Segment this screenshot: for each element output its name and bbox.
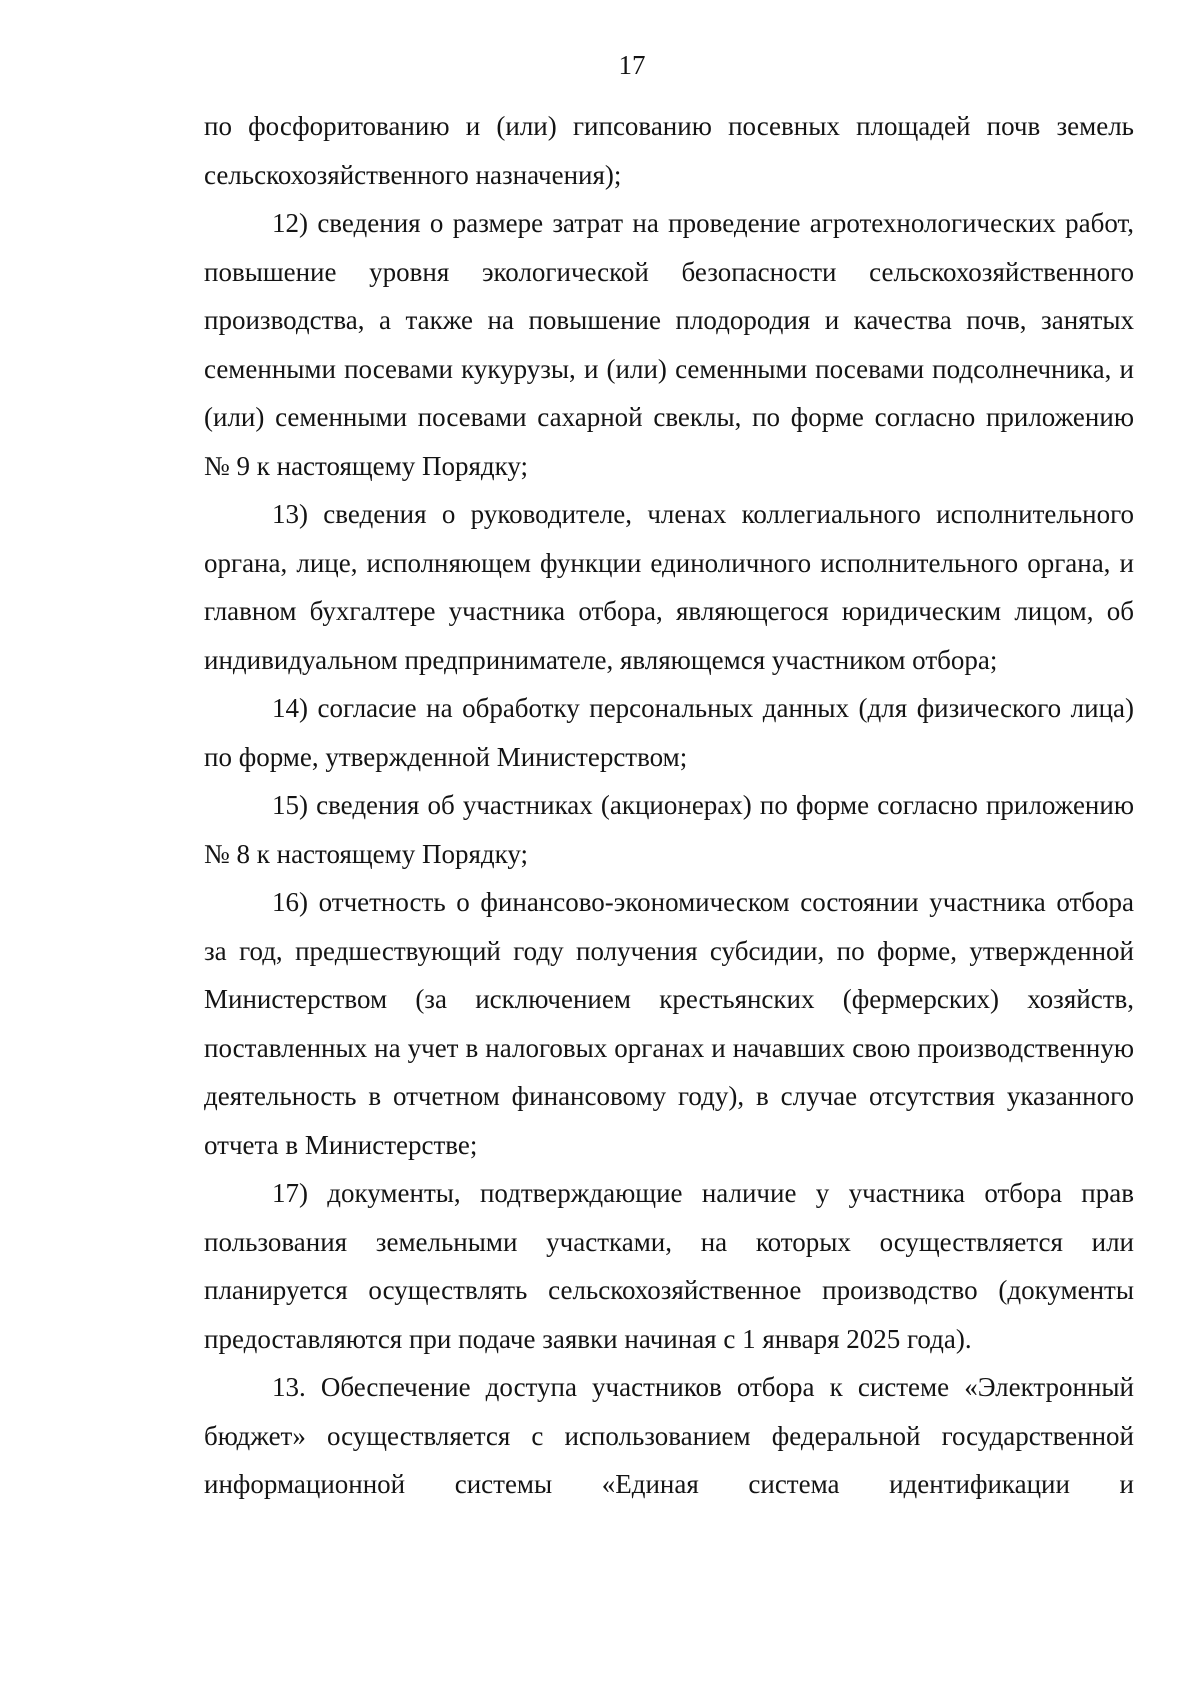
- list-item-14: 14) согласие на обработку персональных данных (для физического лица) по форме, утвержденной Министерством;: [204, 693, 1134, 772]
- list-item-15: 15) сведения об участниках (акционерах) по форме согласно приложению № 8 к настоящему Порядку;: [204, 790, 1134, 869]
- list-item-12: 12) сведения о размере затрат на проведение агротехнологических работ, повышение уровня экологической безопасности сельскохозяйственного производства, а также на повышение плодородия и качества почв, занятых семенными посевами кукурузы, и (или) семенными посевами подсолнечника, и (или) семенными посевами сахарной свеклы, по форме согласно приложению № 9 к настоящему Порядку;: [204, 208, 1134, 481]
- section-13-paragraph: 13. Обеспечение доступа участников отбора к системе «Электронный бюджет» осуществляется с использованием федеральной государственной информационной системы «Единая система идентификации и: [204, 1372, 1134, 1499]
- list-item-13: 13) сведения о руководителе, членах коллегиального исполнительного органа, лице, исполняющем функции единоличного исполнительного органа, и главном бухгалтере участника отбора, являющегося юридическим лицом, об индивидуальном предпринимателе, являющемся участником отбора;: [204, 499, 1134, 675]
- list-item-17: 17) документы, подтверждающие наличие у участника отбора прав пользования земельными участками, на которых осуществляется или планируется осуществлять сельскохозяйственное производство (документы предоставляются при подаче заявки начиная с 1 января 2025 года).: [204, 1178, 1134, 1354]
- paragraph-continuation: по фосфоритованию и (или) гипсованию посевных площадей почв земель сельскохозяйственного назначения);: [204, 111, 1134, 190]
- document-body: [204, 102, 1134, 1509]
- page-number: 17: [618, 50, 646, 80]
- list-item-16: 16) отчетность о финансово-экономическом состоянии участника отбора за год, предшествующий году получения субсидии, по форме, утвержденной Министерством (за исключением крестьянских (фермерских) хозяйств, поставленных на учет в налоговых органах и начавших свою производственную деятельность в отчетном финансовому году), в случае отсутствия указанного отчета в Министерстве;: [204, 887, 1134, 1160]
